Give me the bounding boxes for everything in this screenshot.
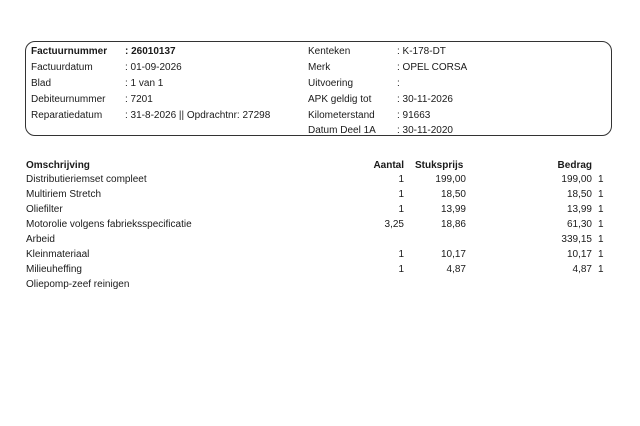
row-description: Milieuheffing xyxy=(26,264,82,275)
row-vat-code: 1 xyxy=(598,174,604,185)
table-row xyxy=(0,264,640,279)
row-unit-price: 10,17 xyxy=(440,249,466,260)
row-amount: 13,99 xyxy=(566,204,592,215)
row-amount: 18,50 xyxy=(566,189,592,200)
row-description: Distributieriemset compleet xyxy=(26,174,147,185)
license-plate-value: : K-178-DT xyxy=(397,46,446,57)
row-description: Arbeid xyxy=(26,234,55,245)
brand-value: : OPEL CORSA xyxy=(397,62,468,73)
row-amount: 4,87 xyxy=(572,264,592,275)
invoice-date-value: : 01-09-2026 xyxy=(125,62,182,73)
row-quantity: 1 xyxy=(398,189,404,200)
row-unit-price: 13,99 xyxy=(440,204,466,215)
row-vat-code: 1 xyxy=(598,249,604,260)
row-vat-code: 1 xyxy=(598,234,604,245)
row-amount: 10,17 xyxy=(566,249,592,260)
row-vat-code: 1 xyxy=(598,219,604,230)
column-header-amount: Bedrag xyxy=(557,160,592,171)
row-quantity: 3,25 xyxy=(384,219,404,230)
row-description: Oliefilter xyxy=(26,204,63,215)
row-unit-price: 18,50 xyxy=(440,189,466,200)
table-row xyxy=(0,219,640,234)
row-vat-code: 1 xyxy=(598,204,604,215)
column-header-unit-price: Stuksprijs xyxy=(415,160,464,171)
row-description: Motorolie volgens fabrieksspecificatie xyxy=(26,219,192,230)
row-vat-code: 1 xyxy=(598,189,604,200)
debtor-number-value: : 7201 xyxy=(125,94,153,105)
apk-valid-value: : 30-11-2026 xyxy=(397,94,453,105)
invoice-number-label: Factuurnummer xyxy=(31,46,108,57)
row-vat-code: 1 xyxy=(598,264,604,275)
table-row xyxy=(0,234,640,249)
table-row xyxy=(0,249,640,264)
mileage-value: : 91663 xyxy=(397,110,431,121)
row-unit-price: 18,86 xyxy=(440,219,466,230)
table-row xyxy=(0,189,640,204)
table-row xyxy=(0,204,640,219)
page-value: : 1 van 1 xyxy=(125,78,164,89)
row-quantity: 1 xyxy=(398,264,404,275)
version-label: Uitvoering xyxy=(308,78,354,89)
row-quantity: 1 xyxy=(398,249,404,260)
row-description: Oliepomp-zeef reinigen xyxy=(26,279,130,290)
table-row xyxy=(0,174,640,189)
column-header-description: Omschrijving xyxy=(26,160,90,171)
row-quantity: 1 xyxy=(398,204,404,215)
row-quantity: 1 xyxy=(398,174,404,185)
repair-date-value: : 31-8-2026 || Opdrachtnr: 27298 xyxy=(125,110,271,121)
row-unit-price: 4,87 xyxy=(446,264,466,275)
version-value: : xyxy=(397,78,400,89)
license-plate-label: Kenteken xyxy=(308,46,351,57)
row-amount: 61,30 xyxy=(566,219,592,230)
row-amount: 339,15 xyxy=(561,234,592,245)
brand-label: Merk xyxy=(308,62,331,73)
registration-date-label: Datum Deel 1A xyxy=(308,125,376,136)
repair-date-label: Reparatiedatum xyxy=(31,110,103,121)
table-row xyxy=(0,279,640,294)
mileage-label: Kilometerstand xyxy=(308,110,375,121)
row-amount: 199,00 xyxy=(561,174,592,185)
row-unit-price: 199,00 xyxy=(435,174,466,185)
debtor-number-label: Debiteurnummer xyxy=(31,94,106,105)
row-description: Multiriem Stretch xyxy=(26,189,102,200)
row-description: Kleinmateriaal xyxy=(26,249,90,260)
column-header-quantity: Aantal xyxy=(373,160,404,171)
invoice-date-label: Factuurdatum xyxy=(31,62,93,73)
page-label: Blad xyxy=(31,78,52,89)
registration-date-value: : 30-11-2020 xyxy=(397,125,453,136)
invoice-number-value: : 26010137 xyxy=(125,46,176,57)
apk-valid-label: APK geldig tot xyxy=(308,94,372,105)
